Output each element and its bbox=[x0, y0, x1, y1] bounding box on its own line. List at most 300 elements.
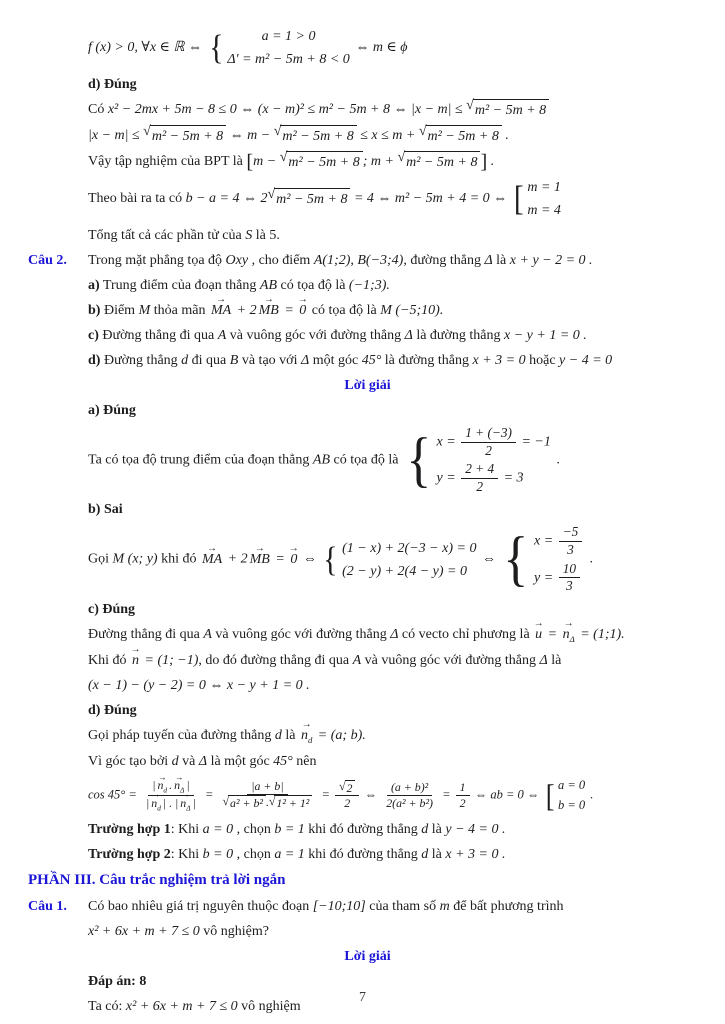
math-text: = (1; −1) bbox=[141, 652, 199, 668]
math-text: x = bbox=[436, 434, 460, 450]
radical-sign: √ bbox=[466, 98, 474, 113]
math-text: | . | bbox=[162, 795, 179, 810]
radical-sign: √ bbox=[267, 187, 276, 202]
text: Tổng tất cả các phần tử của bbox=[88, 228, 246, 243]
bold-text: Trường hợp 2 bbox=[88, 847, 171, 863]
sqrt-expression bbox=[339, 780, 355, 796]
vector: MB → bbox=[257, 300, 281, 321]
math-text: Δ bbox=[539, 652, 548, 668]
text: là đường thẳng bbox=[412, 328, 505, 343]
math-text: b − a = 4 ⇔ 2 bbox=[185, 191, 268, 207]
text: Ta có tọa độ trung điểm của đoạn thẳng bbox=[88, 452, 313, 468]
denominator bbox=[340, 796, 354, 811]
numerator bbox=[247, 779, 287, 795]
sqrt-expression bbox=[397, 151, 480, 173]
text: , do đó đường thẳng đi qua bbox=[198, 652, 353, 668]
group-row bbox=[527, 177, 561, 198]
math-text: M (x; y) bbox=[112, 551, 158, 567]
math-text: . bbox=[586, 551, 594, 567]
math-text: A bbox=[203, 626, 212, 642]
math-text: = (1;1). bbox=[576, 626, 625, 642]
group-row bbox=[342, 538, 476, 559]
math-text: m bbox=[439, 898, 450, 914]
question-block bbox=[28, 896, 707, 917]
bold-text: a) Đúng bbox=[88, 403, 136, 418]
math-text: 45° bbox=[273, 753, 293, 769]
text: nên bbox=[292, 753, 317, 769]
fraction bbox=[461, 461, 498, 495]
math-text: d bbox=[421, 847, 429, 863]
group-row bbox=[262, 26, 316, 47]
radical-sign: √ bbox=[397, 150, 406, 165]
solution-heading bbox=[28, 946, 707, 967]
vector-subscript: d bbox=[307, 734, 313, 745]
text: Theo bài ra ta có bbox=[88, 191, 186, 207]
denominator bbox=[563, 542, 578, 559]
vector: $n_\Delta$ → bbox=[172, 778, 186, 795]
math-text: x² + 6x + m + 7 ≤ 0 bbox=[125, 998, 238, 1014]
math-text: ⇔ m − bbox=[226, 128, 274, 144]
bold-text: c) bbox=[88, 328, 99, 343]
text: khi đó đường thẳng bbox=[304, 847, 422, 863]
math-text: |x − m| ≤ bbox=[88, 128, 144, 144]
text: Trong mặt phẳng tọa độ bbox=[88, 253, 226, 268]
vector-subscript: Δ bbox=[569, 633, 575, 644]
numerator bbox=[559, 524, 583, 542]
math-text: (2 − y) + 2(4 − y) = 0 bbox=[342, 563, 467, 579]
math-text: (a + b)² bbox=[390, 779, 429, 794]
math-text: x + y − 2 = 0 . bbox=[509, 253, 593, 268]
sqrt-expression bbox=[267, 188, 350, 210]
cases-group bbox=[404, 425, 551, 495]
group-rows bbox=[342, 538, 476, 582]
fraction bbox=[382, 780, 437, 811]
denominator bbox=[382, 796, 437, 811]
group-row bbox=[342, 561, 467, 582]
denominator bbox=[142, 796, 200, 813]
vector: $n_d$ → bbox=[299, 725, 314, 747]
text: là bbox=[492, 253, 510, 268]
text: để bất phương trình bbox=[449, 898, 564, 914]
math-text: A bbox=[352, 652, 362, 668]
math-text: −5 bbox=[562, 524, 579, 540]
question-label: Câu 1. bbox=[28, 898, 67, 914]
radicand: 2 bbox=[345, 780, 356, 796]
bracket-fence: [ bbox=[513, 179, 524, 218]
math-text: ; m + bbox=[362, 154, 398, 170]
paragraph bbox=[88, 675, 707, 696]
math-text: x = bbox=[534, 533, 557, 549]
paragraph bbox=[88, 177, 707, 221]
math-text: ⇔ bbox=[299, 551, 321, 567]
math-text: M bbox=[138, 303, 151, 318]
page-number: 7 bbox=[359, 990, 366, 1005]
text: Gọi bbox=[88, 551, 113, 567]
vector-subscript: Δ bbox=[180, 785, 185, 795]
math-text: = bbox=[201, 787, 217, 802]
fraction bbox=[461, 425, 516, 459]
text: là đường thẳng bbox=[381, 353, 473, 368]
math-text: 3 bbox=[566, 578, 573, 594]
math-text: a = 1 > 0 bbox=[261, 29, 316, 44]
group-rows bbox=[558, 776, 585, 816]
text: : Khi bbox=[170, 847, 203, 863]
paragraph bbox=[88, 400, 707, 421]
math-text: x² + 6x + m + 7 ≤ 0 bbox=[88, 923, 200, 939]
paragraph bbox=[88, 700, 707, 721]
math-text: = bbox=[271, 551, 289, 567]
text: là bbox=[281, 727, 299, 743]
paragraph bbox=[88, 151, 707, 173]
math-text: ≤ x ≤ m + bbox=[356, 128, 419, 144]
math-text: = (a; b). bbox=[314, 727, 366, 743]
math-text: AB bbox=[259, 278, 277, 293]
math-text: 2 bbox=[485, 442, 492, 458]
math-text: + 2 bbox=[233, 303, 257, 318]
group-row bbox=[534, 561, 582, 595]
math-text: |a + b| bbox=[251, 779, 284, 794]
math-text: . bbox=[265, 795, 269, 810]
text: có tọa độ là bbox=[330, 452, 402, 468]
bold-text: b) Sai bbox=[88, 502, 123, 518]
text: , chọn bbox=[233, 847, 275, 863]
math-text: | bbox=[152, 778, 156, 793]
cases-group bbox=[322, 538, 476, 582]
text: là bbox=[547, 652, 562, 668]
math-text: | bbox=[186, 778, 190, 793]
math-text: Oxy bbox=[225, 253, 249, 268]
denominator bbox=[481, 443, 496, 460]
math-text: a = 0 bbox=[557, 777, 586, 792]
group-row bbox=[558, 796, 585, 815]
math-text: d bbox=[171, 753, 179, 769]
radical-sign: √ bbox=[418, 124, 427, 139]
paragraph bbox=[88, 74, 707, 95]
vector-subscript: d bbox=[163, 785, 168, 795]
math-text: y = bbox=[436, 470, 460, 486]
group-row bbox=[527, 200, 561, 221]
radical-sign: √ bbox=[143, 124, 151, 139]
math-text: 45° bbox=[361, 353, 382, 368]
math-text: (x − 1) − (y − 2) = 0 ⇔ x − y + 1 = 0 . bbox=[88, 677, 310, 693]
math-text: = −1 bbox=[517, 434, 551, 450]
radicand: m² − 5m + 8 bbox=[473, 99, 549, 121]
math-text: m = 4 bbox=[527, 203, 561, 218]
text: là một góc bbox=[207, 753, 274, 769]
paragraph bbox=[88, 776, 707, 816]
paragraph bbox=[88, 725, 707, 747]
paragraph bbox=[88, 26, 707, 70]
math-text: x − y + 1 = 0 . bbox=[504, 328, 587, 343]
text: và bbox=[178, 753, 199, 769]
paragraph bbox=[88, 599, 707, 620]
text: khi đó bbox=[157, 551, 200, 567]
radical-sign: √ bbox=[222, 794, 230, 809]
numerator bbox=[387, 780, 432, 796]
text: và vuông góc với đường thẳng bbox=[226, 328, 405, 343]
text: và vuông góc với đường thẳng bbox=[211, 626, 391, 642]
text: vô nghiệm bbox=[237, 998, 301, 1014]
text: vô nghiệm? bbox=[199, 923, 269, 939]
math-text: 2 bbox=[476, 478, 483, 494]
math-text: 2(a² + b²) bbox=[386, 795, 433, 810]
part-heading: PHẦN III. Câu trắc nghiệm trả lời ngắn bbox=[28, 872, 286, 889]
math-text: Δ bbox=[300, 353, 310, 368]
denominator bbox=[456, 796, 470, 811]
brace-fence: { bbox=[208, 28, 224, 67]
math-text: = bbox=[280, 303, 298, 318]
math-text: = 3 bbox=[500, 470, 524, 486]
text: và vuông góc với đường thẳng bbox=[361, 652, 540, 668]
text: , đường thẳng bbox=[403, 253, 485, 268]
question-label: Câu 2. bbox=[28, 253, 67, 268]
vector-subscript: Δ bbox=[186, 803, 191, 813]
radicand: m² − 5m + 8 bbox=[280, 125, 356, 147]
vector: 0 → bbox=[297, 300, 308, 321]
radicand: m² − 5m + 8 bbox=[404, 151, 480, 173]
denominator bbox=[219, 795, 317, 811]
brace-fence: { bbox=[323, 539, 338, 579]
vector: u → bbox=[533, 624, 544, 645]
math-text: Δ bbox=[404, 328, 413, 343]
text: có tọa độ là bbox=[308, 303, 381, 318]
brace-fence: { bbox=[406, 425, 432, 494]
bold-text: d) bbox=[88, 353, 101, 368]
bold-text: a) bbox=[88, 278, 100, 293]
math-text: (−1;3). bbox=[348, 278, 390, 293]
math-text: (1 − x) + 2(−3 − x) = 0 bbox=[342, 540, 477, 556]
math-text: 2 + 4 bbox=[465, 461, 495, 477]
math-text: = bbox=[544, 626, 561, 642]
sqrt-expression bbox=[466, 99, 549, 121]
vector: $n_\Delta$ → bbox=[561, 624, 577, 646]
group-rows bbox=[227, 26, 350, 70]
sqrt-expression bbox=[419, 125, 502, 147]
fraction bbox=[559, 524, 583, 558]
paragraph bbox=[88, 350, 707, 371]
paragraph bbox=[88, 325, 707, 346]
math-text: . bbox=[501, 128, 509, 144]
math-text: b = 0 bbox=[202, 847, 234, 863]
group-row bbox=[227, 49, 350, 70]
math-text: AB bbox=[312, 452, 331, 468]
paragraph bbox=[88, 819, 707, 840]
math-text: ⇔ bbox=[478, 551, 500, 567]
numerator bbox=[461, 425, 516, 443]
fraction bbox=[559, 561, 580, 595]
fraction bbox=[456, 780, 470, 811]
sqrt-expression bbox=[269, 795, 312, 811]
group-rows bbox=[534, 524, 584, 594]
bracket-group bbox=[545, 776, 586, 816]
radical-sign: √ bbox=[339, 778, 346, 793]
text: , chọn bbox=[233, 822, 275, 838]
math-text: A(1;2), B(−3;4) bbox=[313, 253, 404, 268]
math-text: b = 1 bbox=[274, 822, 305, 838]
math-text: 10 bbox=[562, 560, 576, 576]
cases-group bbox=[208, 26, 350, 70]
math-text: . bbox=[487, 154, 495, 170]
text: Có bao nhiêu giá trị nguyên thuộc đoạn bbox=[88, 898, 313, 914]
math-text: Δ bbox=[484, 253, 493, 268]
bracket-group bbox=[513, 177, 561, 221]
math-text: b = 0 bbox=[557, 798, 586, 813]
text: là bbox=[428, 822, 446, 838]
radicand: 1² + 1² bbox=[274, 795, 312, 811]
paragraph bbox=[88, 921, 707, 942]
math-text: . bbox=[169, 778, 173, 793]
text: . bbox=[552, 452, 560, 468]
numerator bbox=[461, 461, 498, 479]
text: Gọi pháp tuyến của đường thẳng bbox=[88, 727, 275, 743]
math-text: ⇔ ab = 0 ⇔ bbox=[471, 787, 543, 802]
vector-subscript: d bbox=[157, 803, 161, 813]
math-text: m − bbox=[253, 154, 280, 170]
sqrt-expression bbox=[223, 795, 266, 811]
bold-text: c) Đúng bbox=[88, 601, 136, 617]
math-text: [−10;10] bbox=[312, 898, 366, 914]
fence-bracket: ] bbox=[480, 150, 488, 173]
denominator bbox=[472, 479, 487, 496]
text: của tham số bbox=[365, 898, 440, 914]
math-text: x + 3 = 0 . bbox=[445, 847, 506, 863]
math-text: | bbox=[192, 795, 196, 810]
bold-text: Trường hợp 1 bbox=[88, 822, 171, 838]
group-row bbox=[437, 461, 524, 495]
cases-group bbox=[501, 524, 584, 594]
sqrt-expression bbox=[280, 151, 363, 173]
math-text: 2 bbox=[344, 796, 351, 811]
paragraph bbox=[88, 225, 707, 246]
radicand: m² − 5m + 8 bbox=[150, 125, 226, 147]
vector: MA → bbox=[209, 300, 233, 321]
group-row bbox=[534, 524, 584, 558]
paragraph bbox=[88, 844, 707, 865]
math-text: cos 45° = bbox=[88, 787, 140, 802]
math-text: d bbox=[274, 727, 282, 743]
math-text: M (−5;10). bbox=[380, 303, 444, 318]
group-rows bbox=[527, 177, 561, 221]
math-text: A bbox=[217, 328, 227, 343]
solution-heading-text: Lời giải bbox=[344, 378, 391, 393]
vector: MB → bbox=[248, 549, 272, 570]
radicand: m² − 5m + 8 bbox=[286, 151, 362, 173]
math-text: 2 bbox=[459, 795, 466, 810]
math-text: a = 1 bbox=[274, 847, 305, 863]
text: Vậy tập nghiệm của BPT là bbox=[88, 154, 247, 170]
radicand: m² − 5m + 8 bbox=[426, 125, 502, 147]
math-text: + 2 bbox=[224, 551, 248, 567]
vector: MA → bbox=[200, 549, 224, 570]
paragraph bbox=[88, 300, 707, 321]
math-text: d bbox=[421, 822, 429, 838]
text: Đường thẳng đi qua bbox=[98, 328, 218, 343]
math-text: Δ′ = m² − 5m + 8 < 0 bbox=[227, 52, 350, 67]
math-text: S bbox=[245, 228, 253, 243]
fraction bbox=[219, 779, 317, 811]
vector: 0 → bbox=[288, 549, 299, 570]
bold-text: b) bbox=[88, 303, 101, 318]
group-row bbox=[437, 425, 551, 459]
math-text: y − 4 = 0 bbox=[559, 353, 613, 368]
math-text: a = 0 bbox=[202, 822, 234, 838]
paragraph bbox=[88, 971, 707, 992]
denominator bbox=[562, 578, 577, 595]
text: Điểm bbox=[100, 303, 139, 318]
text: là bbox=[428, 847, 446, 863]
math-text: x + 3 = 0 bbox=[472, 353, 526, 368]
paragraph bbox=[88, 99, 707, 121]
text: : Khi bbox=[170, 822, 203, 838]
paragraph bbox=[88, 275, 707, 296]
math-text: m = 1 bbox=[527, 180, 561, 195]
math-text: d bbox=[181, 353, 189, 368]
math-text: x² − 2mx + 5m − 8 ≤ 0 ⇔ (x − m)² ≤ m² − 5m + 8 ⇔ |x − m| ≤ bbox=[107, 102, 467, 118]
math-text: . bbox=[587, 787, 594, 802]
paragraph bbox=[88, 499, 707, 520]
question-text bbox=[88, 250, 707, 271]
math-text: y = bbox=[534, 569, 557, 585]
question-text bbox=[88, 896, 707, 917]
radicand: m² − 5m + 8 bbox=[274, 188, 350, 210]
bold-text: d) Đúng bbox=[88, 702, 137, 718]
paragraph bbox=[88, 524, 707, 594]
text: , cho điểm bbox=[248, 253, 314, 268]
text: là 5. bbox=[252, 228, 280, 243]
fraction bbox=[142, 778, 200, 812]
numerator bbox=[559, 561, 580, 579]
question-block bbox=[28, 250, 707, 271]
group-rows bbox=[437, 425, 551, 495]
vector: $n_\Delta$ → bbox=[178, 796, 192, 813]
text: Đường thẳng đi qua bbox=[88, 626, 204, 642]
vector: $n_d$ → bbox=[155, 778, 169, 795]
math-text: 1 + (−3) bbox=[465, 425, 512, 440]
math-text: ⇔ m ∈ ϕ bbox=[351, 40, 408, 56]
text: hoặc bbox=[525, 353, 560, 368]
vector: $n_d$ → bbox=[149, 796, 163, 813]
text: có vecto chỉ phương là bbox=[398, 626, 534, 642]
paragraph bbox=[88, 751, 707, 772]
paragraph bbox=[88, 624, 707, 646]
paragraph bbox=[88, 125, 707, 147]
radical-sign: √ bbox=[279, 150, 288, 165]
math-text: 3 bbox=[567, 542, 574, 558]
text: Trung điểm của đoạn thẳng bbox=[99, 278, 260, 293]
text: Có bbox=[88, 102, 108, 118]
math-text: Δ bbox=[198, 753, 208, 769]
paragraph bbox=[88, 650, 707, 671]
radicand: a² + b² bbox=[228, 795, 266, 811]
fraction bbox=[335, 779, 359, 811]
text: có tọa độ là bbox=[277, 278, 349, 293]
text: thỏa mãn bbox=[150, 303, 209, 318]
math-text: f (x) > 0, ∀x ∈ ℝ ⇔ bbox=[88, 40, 206, 56]
sqrt-expression bbox=[274, 125, 357, 147]
bold-text: d) Đúng bbox=[88, 77, 137, 92]
text: khi đó đường thẳng bbox=[304, 822, 422, 838]
radical-sign: √ bbox=[268, 794, 276, 809]
math-text: 1 bbox=[459, 779, 466, 794]
group-row bbox=[558, 776, 585, 795]
vector: n → bbox=[130, 650, 141, 671]
bracket-fence: [ bbox=[545, 777, 555, 813]
math-text: = bbox=[318, 787, 334, 802]
math-text: Δ bbox=[390, 626, 399, 642]
paragraph bbox=[88, 425, 707, 495]
numerator bbox=[456, 780, 470, 796]
text: Ta có: bbox=[88, 998, 126, 1014]
